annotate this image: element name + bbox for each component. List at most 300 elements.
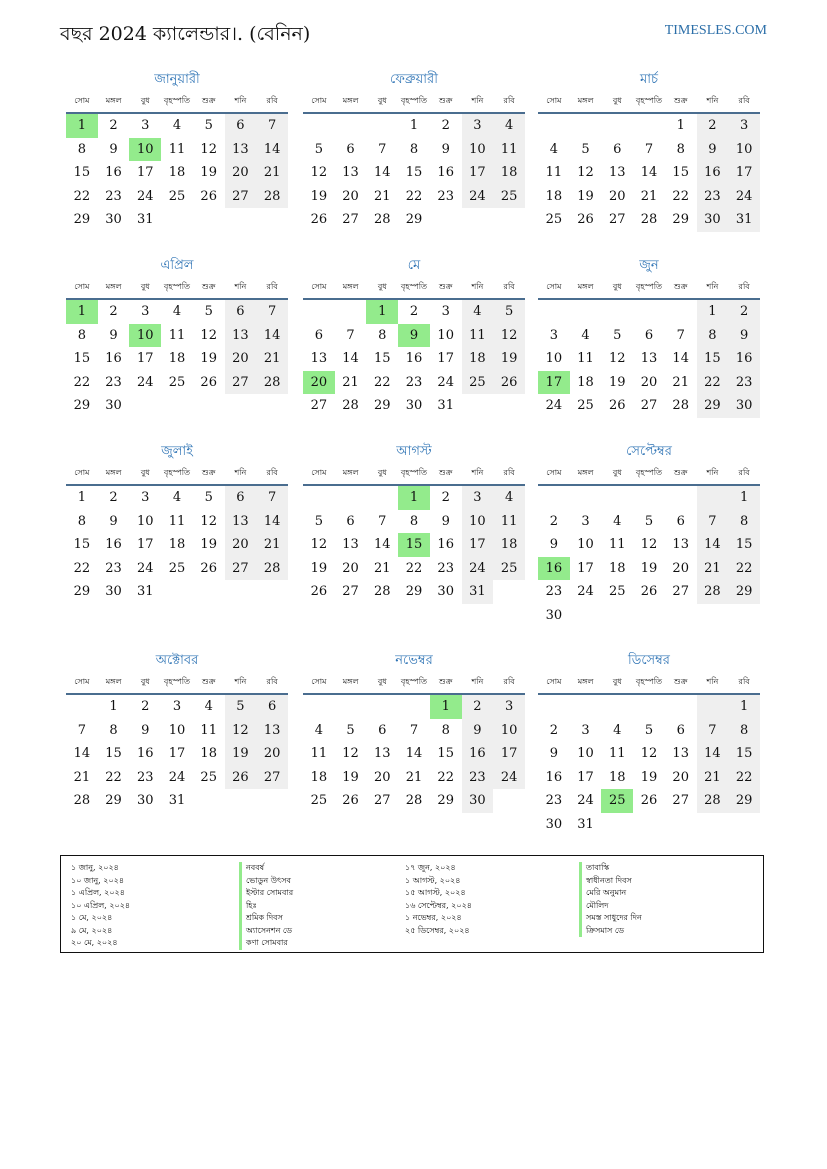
month-5 [303,256,525,418]
day-cell: 29 [405,584,423,599]
day-cell: 12 [310,537,328,552]
month-name: এপ্রিল [160,258,194,273]
holiday-entry: ৯ মে, ২০২৪ [71,925,113,935]
day-cell: 2 [441,490,450,505]
weekday-label: রবি [266,282,278,291]
holiday-day-cell: 1 [430,695,462,719]
day-cell: 9 [728,324,760,348]
holiday-entry: ১০ জানু, ২০২৪ [71,875,125,885]
weekday-header [538,462,760,486]
day-grid [303,114,525,232]
weekday-label: শুক্র [438,468,453,477]
day-cell: 30 [462,789,494,813]
day-cell: 5 [644,513,654,529]
empty-cell [303,695,335,719]
day-cell: 2 [441,118,450,133]
holiday-entry: ১ নভেম্বর, ২০২৪ [405,913,462,922]
day-cell: 11 [609,537,626,552]
day-cell: 3 [141,118,150,133]
day-cell: 11 [493,138,525,162]
day-cell: 19 [310,188,328,204]
day-cell: 3 [493,695,525,719]
weekday-label: শুক্র [673,282,688,291]
weekday-header [66,276,288,300]
page-title: বছর 2024 ক্যালেন্ডার।. (বেনিন) [60,23,311,45]
day-cell: 10 [462,510,494,534]
day-cell: 23 [105,560,122,576]
weekday-label: বুধ [140,677,150,686]
day-cell: 24 [137,374,154,390]
holiday-entry: স্বাধীনতা দিবস [579,875,642,888]
holiday-list [60,855,764,953]
day-cell: 17 [168,746,186,761]
weekday-label: শনি [471,677,484,686]
day-cell: 24 [462,185,494,209]
weekday-label: সোম [74,468,90,477]
day-cell: 25 [168,560,186,576]
empty-cell [538,486,570,510]
weekday-header [303,276,525,300]
day-cell: 14 [374,537,391,552]
holiday-entry: ১ মে, ২০২৪ [71,913,113,922]
day-cell: 22 [728,766,760,790]
day-cell: 12 [342,746,359,761]
day-cell: 20 [640,374,658,390]
day-cell: 27 [672,584,689,599]
day-cell: 25 [310,793,328,808]
empty-cell [570,486,602,510]
holiday-entry: মেরি অনুমান [579,887,642,900]
holiday-entry: সমস্ত সাধুদের দিন [579,912,642,925]
holiday-entry: ২০ মে, ২০২৪ [71,938,118,947]
day-cell: 7 [697,719,729,743]
day-cell: 2 [697,114,729,138]
day-cell: 18 [168,351,186,366]
weekday-label: সোম [311,96,327,105]
day-cell: 8 [441,722,450,738]
weekday-label: শনি [706,282,719,291]
day-cell: 7 [256,300,288,324]
day-cell: 19 [310,560,328,576]
day-cell: 5 [225,695,257,719]
day-cell: 13 [310,351,328,366]
weekday-label: শুক্র [201,468,216,477]
weekday-label: রবি [738,677,750,686]
empty-cell [303,486,335,510]
day-cell: 26 [640,584,658,599]
day-cell: 12 [577,165,594,180]
day-cell: 2 [109,490,118,505]
day-cell: 23 [697,185,729,209]
day-cell: 12 [310,165,328,180]
day-cell: 6 [378,722,387,738]
day-cell: 5 [314,141,323,157]
weekday-label: সোম [74,282,90,291]
day-cell: 28 [374,212,391,227]
day-cell: 23 [437,560,454,576]
day-cell: 26 [200,560,217,576]
month-10 [66,651,288,813]
weekday-label: বৃহস্পতি [163,96,191,105]
day-cell: 7 [409,722,419,738]
holiday-dates-col1 [71,862,130,950]
day-cell: 21 [374,188,391,204]
empty-cell [303,114,335,138]
weekday-label: বৃহস্পতি [635,468,663,477]
day-cell: 30 [405,398,423,413]
empty-cell [665,695,697,719]
day-cell: 5 [204,490,213,505]
day-cell: 17 [577,769,594,785]
day-cell: 20 [342,560,359,576]
day-cell: 19 [640,769,658,785]
weekday-label: মঙ্গল [577,468,594,477]
day-cell: 17 [137,351,154,366]
weekday-label: শুক্র [201,96,216,105]
day-cell: 15 [437,746,454,761]
day-cell: 17 [437,351,454,366]
day-cell: 6 [676,513,685,529]
day-cell: 17 [493,742,525,766]
day-cell: 16 [697,161,729,185]
weekday-label: রবি [266,468,278,477]
day-cell: 26 [310,212,328,227]
day-cell: 4 [204,699,213,714]
day-cell: 21 [374,560,391,576]
weekday-label: বুধ [612,677,622,686]
day-cell: 13 [672,746,689,761]
day-cell: 5 [613,327,622,343]
day-cell: 6 [613,141,622,157]
weekday-label: শনি [471,468,484,477]
day-cell: 13 [225,138,257,162]
day-cell: 19 [342,769,359,785]
day-cell: 3 [462,114,494,138]
day-cell: 3 [172,699,182,714]
day-cell: 19 [225,742,257,766]
day-cell: 14 [697,742,729,766]
day-cell: 17 [577,560,594,576]
day-grid [66,300,288,418]
empty-cell [366,114,398,138]
day-cell: 25 [577,398,594,413]
day-cell: 20 [225,347,257,371]
day-cell: 26 [493,371,525,395]
empty-cell [570,114,602,138]
empty-cell [335,300,367,324]
month-name: ডিসেম্বর [628,653,670,668]
month-name: জুন [639,258,659,273]
site-logo-text[interactable]: TIMESLES.COM [664,23,767,38]
holiday-day-cell: 1 [66,114,98,138]
weekday-label: মঙ্গল [577,282,594,291]
day-cell: 13 [640,351,658,366]
day-cell: 8 [77,141,86,157]
day-cell: 20 [374,769,391,785]
day-cell: 27 [310,398,328,413]
weekday-label: মঙ্গল [105,677,122,686]
holiday-day-cell: 10 [129,138,161,162]
month-name: আগস্ট [396,444,432,459]
day-cell: 14 [256,138,288,162]
weekday-label: সোম [546,96,562,105]
day-cell: 3 [441,304,450,319]
day-cell: 11 [168,513,186,529]
weekday-label: সোম [546,282,562,291]
day-cell: 14 [342,351,359,366]
holiday-entry: অ্যাসেনশন ডে [239,925,293,938]
day-cell: 7 [378,513,387,529]
day-cell: 5 [493,300,525,324]
day-cell: 19 [200,537,217,552]
holiday-day-cell: 25 [601,789,633,813]
day-cell: 1 [728,486,760,510]
day-cell: 23 [405,374,423,390]
day-cell: 18 [493,161,525,185]
weekday-label: রবি [738,468,750,477]
day-cell: 9 [462,719,494,743]
empty-cell [633,695,665,719]
day-cell: 16 [437,537,454,552]
day-cell: 12 [493,324,525,348]
day-cell: 27 [342,584,359,599]
empty-cell [601,695,633,719]
day-cell: 22 [374,374,391,390]
day-cell: 10 [168,722,186,738]
day-cell: 12 [640,746,658,761]
day-cell: 4 [462,300,494,324]
holiday-entry: কণা সোমবার [239,937,293,950]
day-cell: 12 [200,141,217,157]
weekday-label: রবি [503,468,515,477]
day-cell: 2 [409,304,419,319]
day-cell: 4 [172,118,182,133]
month-12 [538,651,760,836]
month-name: অক্টোবর [155,653,199,668]
day-cell: 20 [672,769,689,785]
day-cell: 8 [728,719,760,743]
day-cell: 8 [77,327,86,343]
empty-cell [570,695,602,719]
day-cell: 8 [109,722,118,738]
day-cell: 30 [105,212,122,227]
day-grid [538,114,760,232]
day-cell: 26 [342,793,359,808]
day-cell: 12 [200,327,217,343]
weekday-label: শুক্র [201,677,216,686]
day-cell: 25 [168,374,186,390]
day-cell: 7 [676,327,685,343]
day-cell: 22 [405,188,423,204]
day-grid [66,695,288,813]
day-cell: 14 [73,746,91,761]
day-cell: 13 [672,537,689,552]
day-cell: 12 [200,513,217,529]
day-cell: 14 [256,510,288,534]
day-cell: 7 [346,327,355,343]
day-cell: 23 [545,793,563,808]
day-cell: 6 [314,327,323,343]
day-cell: 15 [105,746,122,761]
day-cell: 24 [137,188,154,204]
month-6 [538,256,760,418]
day-cell: 21 [672,374,689,390]
day-cell: 21 [256,347,288,371]
weekday-label: সোম [311,282,327,291]
empty-cell [601,300,633,324]
day-cell: 28 [73,793,91,808]
weekday-label: মঙ্গল [577,96,594,105]
day-cell: 10 [437,327,454,343]
day-cell: 7 [644,141,654,157]
day-cell: 21 [73,769,91,785]
empty-cell [601,114,633,138]
day-cell: 25 [462,371,494,395]
day-grid [303,486,525,604]
holiday-entry: হিঃ [239,900,293,913]
holiday-entry: নববর্ষ [239,862,293,875]
holiday-day-cell: 20 [303,371,335,395]
day-cell: 5 [644,722,654,738]
day-cell: 19 [640,560,658,576]
weekday-label: শনি [471,282,484,291]
weekday-label: শনি [234,96,247,105]
day-cell: 2 [109,118,118,133]
weekday-label: মঙ্গল [105,282,122,291]
day-cell: 9 [441,141,450,157]
holiday-day-cell: 9 [398,324,430,348]
weekday-label: শুক্র [673,468,688,477]
day-cell: 23 [137,769,154,785]
day-cell: 29 [437,793,454,808]
day-cell: 14 [374,165,391,180]
day-cell: 13 [225,510,257,534]
day-cell: 28 [256,557,288,581]
day-cell: 22 [73,188,91,204]
day-cell: 3 [581,513,590,529]
holiday-names-col1 [239,862,293,950]
day-cell: 26 [200,374,217,390]
holiday-entry: মৌলিদ [579,900,642,913]
day-cell: 27 [640,398,658,413]
day-cell: 31 [728,208,760,232]
day-cell: 10 [462,138,494,162]
empty-cell [697,486,729,510]
day-cell: 20 [225,161,257,185]
day-cell: 15 [697,347,729,371]
day-cell: 6 [225,486,257,510]
holiday-entry: ১ জানু, ২০২৪ [71,863,119,872]
day-cell: 15 [73,165,91,180]
weekday-label: সোম [546,677,562,686]
weekday-label: বুধ [612,468,622,477]
weekday-label: বুধ [140,468,150,477]
day-cell: 18 [200,746,217,761]
day-cell: 20 [342,188,359,204]
day-cell: 29 [374,398,391,413]
month-4 [66,256,288,418]
day-cell: 10 [728,138,760,162]
empty-cell [303,300,335,324]
weekday-label: বৃহস্পতি [400,282,428,291]
month-11 [303,651,525,813]
day-cell: 29 [73,398,91,413]
day-cell: 14 [405,746,423,761]
empty-cell [601,486,633,510]
empty-cell [398,695,430,719]
weekday-label: শনি [234,282,247,291]
day-cell: 2 [728,300,760,324]
day-cell: 28 [256,371,288,395]
day-cell: 16 [405,351,423,366]
weekday-label: রবি [738,282,750,291]
day-cell: 4 [493,114,525,138]
day-cell: 5 [346,722,355,738]
weekday-label: মঙ্গল [342,677,359,686]
day-cell: 9 [109,141,118,157]
day-cell: 8 [409,513,419,529]
day-cell: 20 [672,560,689,576]
day-cell: 16 [105,537,122,552]
day-cell: 24 [168,769,186,785]
day-cell: 18 [609,769,626,785]
day-cell: 22 [697,371,729,395]
weekday-label: বৃহস্পতি [635,96,663,105]
day-cell: 8 [676,141,685,157]
day-cell: 12 [225,719,257,743]
day-cell: 16 [462,742,494,766]
day-cell: 8 [77,513,86,529]
empty-cell [665,486,697,510]
weekday-header [66,671,288,695]
day-cell: 3 [581,722,590,738]
day-cell: 26 [310,584,328,599]
day-cell: 7 [256,486,288,510]
day-cell: 30 [437,584,454,599]
day-cell: 6 [346,141,355,157]
day-cell: 13 [342,537,359,552]
weekday-label: শুক্র [201,282,216,291]
day-cell: 11 [609,746,626,761]
empty-cell [538,300,570,324]
day-cell: 6 [346,513,355,529]
day-cell: 6 [225,114,257,138]
day-grid [538,300,760,418]
day-cell: 31 [462,580,494,604]
day-cell: 11 [493,510,525,534]
month-8 [303,442,525,604]
day-cell: 8 [409,141,419,157]
day-cell: 26 [609,398,626,413]
empty-cell [633,486,665,510]
day-cell: 26 [200,188,217,204]
day-cell: 17 [137,537,154,552]
day-cell: 16 [437,165,454,180]
day-cell: 10 [137,513,154,529]
month-name: সেপ্টেম্বর [626,444,672,459]
day-cell: 30 [545,816,563,832]
weekday-header [303,462,525,486]
month-name: মার্চ [639,72,658,87]
day-cell: 28 [697,580,729,604]
empty-cell [538,695,570,719]
weekday-label: মঙ্গল [342,468,359,477]
day-cell: 11 [200,722,217,738]
month-name: জুলাই [161,444,193,459]
day-cell: 20 [256,742,288,766]
day-cell: 10 [493,719,525,743]
holiday-dates-col2 [405,862,472,937]
